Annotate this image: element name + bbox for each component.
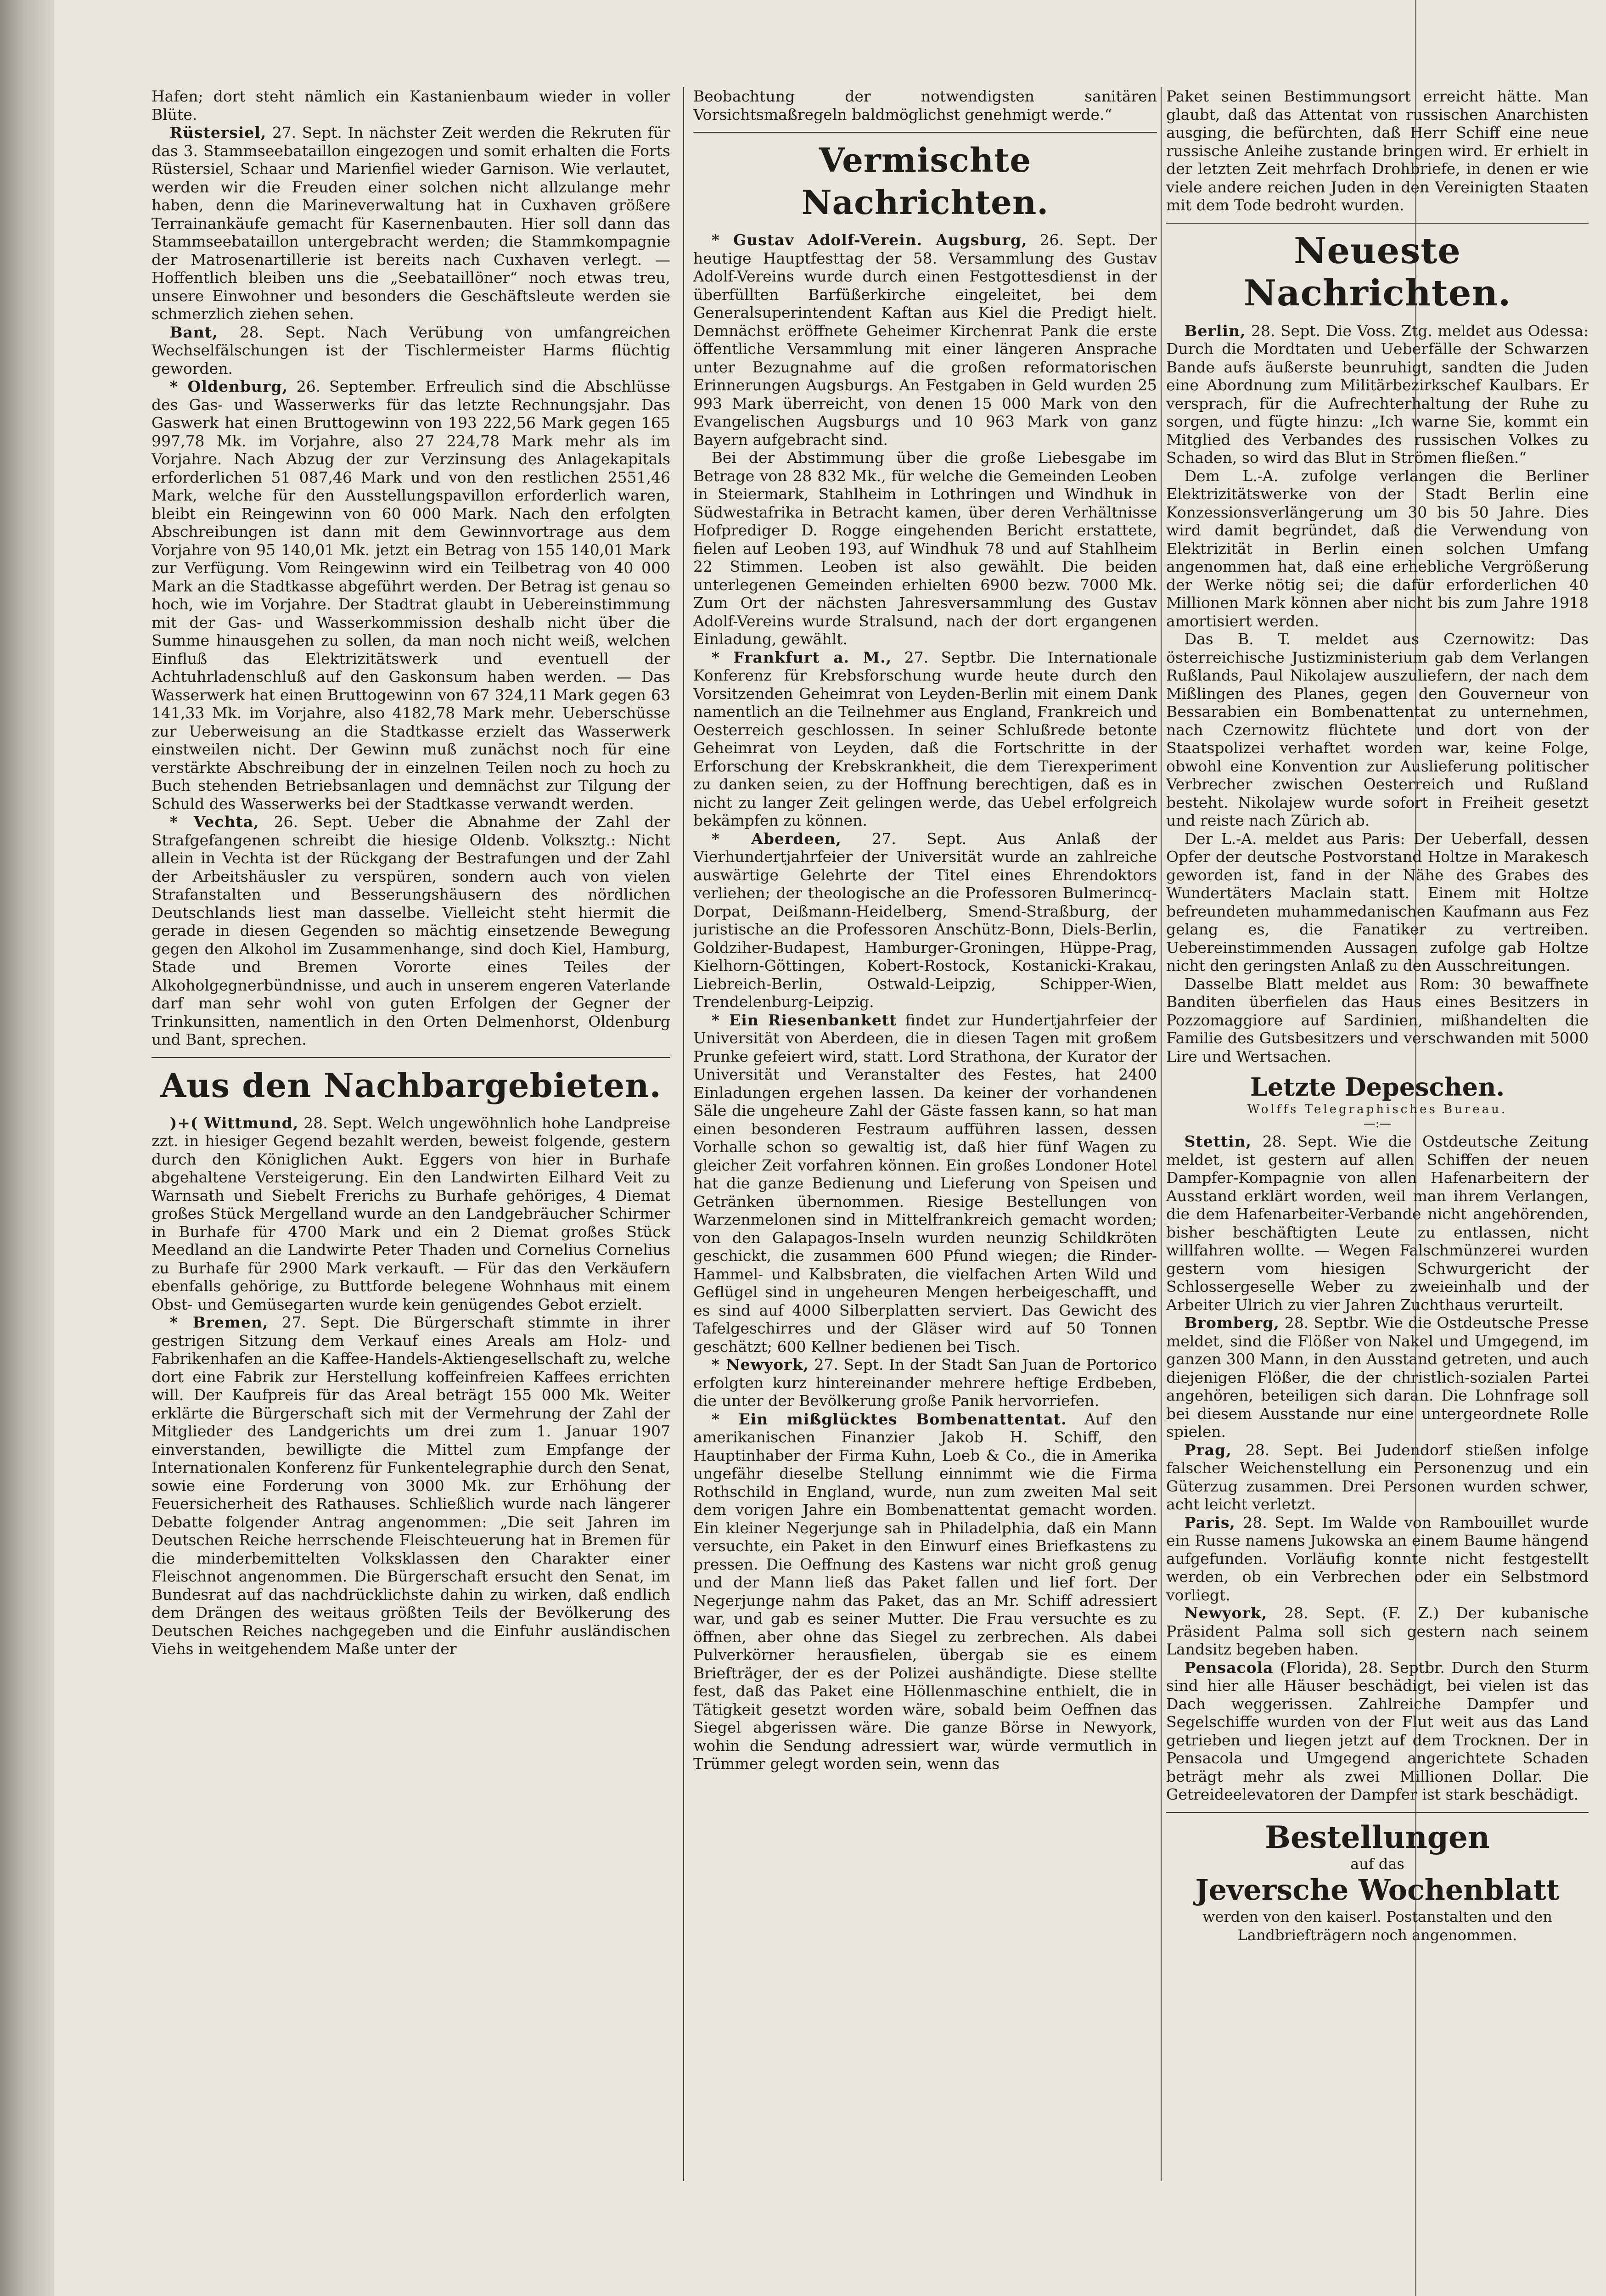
article-text: 28. Sept. Im Walde von Rambouillet wurde ein Russe namens Jukowska an einem Baume hängend aufgefunden. Vorläufig konnte nicht festgestellt werden, ob ein Verbrechen oder ein Selbstmord vorliegt.	[1166, 1513, 1589, 1604]
article-text: 27. Septbr. Die Internationale Konferenz für Krebsforschung wurde heute durch den Vorsitzenden Geheimrat von Leyden-Berlin mit einem Dank namentlich an die Teilnehmer aus England, Frankreich und Oesterreich geschlossen. In seiner Schlußrede betonte Geheimrat von Leyden, daß die Fortschritte in der Erforschung der Krebskrankheit, die dem Tierexperiment zu danken seien, zu der Hoffnung berechtigen, daß es in nicht zu langer Zeit gelingen werde, das Uebel erfolgreich bekämpfen zu können.	[693, 648, 1157, 829]
article-rustersiel	[152, 124, 670, 323]
separator-mark: —:—	[1363, 1117, 1392, 1131]
dateline: * Ein Riesenbankett	[711, 1011, 897, 1029]
article-text: 28. Sept. Bei Judendorf stießen infolge falscher Weichenstellung ein Personenzug und ein Güterzug zusammen. Drei Personen wurden schwer, acht leicht verletzt.	[1166, 1441, 1589, 1513]
article-text: 26. Sept. Der heutige Hauptfesttag der 58. Versammlung des Gustav Adolf-Vereins wurde durch einen Festgottesdienst in der überfüllten Barfüßerkirche eingeleitet, bei dem Generalsuperintendent Kaftan aus Kiel die Predigt hielt. Demnächst eröffnete Geheimer Kirchenrat Pank die erste öffentliche Versammlung mit einer längeren Ansprache unter Bezugnahme auf die großen reformatorischen Erinnerungen Augsburgs. An Festgaben in Geld wurden 25 993 Mark überreicht, von denen 15 000 Mark von den Evangelischen Augsburgs und 10 963 Mark von ganz Bayern aufgebracht sind.	[693, 231, 1157, 449]
article-bremen	[152, 1313, 670, 1658]
newspaper-name: Jeversche Wochenblatt	[1195, 1873, 1560, 1907]
dateline: * Bremen,	[169, 1313, 269, 1331]
article-text: 28. Sept. Wie die Ostdeutsche Zeitung meldet, ist gestern auf allen Schiffen der neuen Dampfer-Kompagnie von allen Hafenarbeitern der Ausstand erklärt worden, weil man ihrem Verlangen, die dem Hafenarbeiter-Verbande nicht angehörenden, bisher beschäftigten Leute zu entlassen, nicht willfahren wollte. — Wegen Falschmünzerei wurden gestern vom hiesigen Schwurgericht der Schlossergeselle Weber zu zweieinhalb und der Arbeiter Ulrich zu vier Jahren Zuchthaus verurteilt.	[1166, 1132, 1589, 1314]
subscription-notice-text: auf das	[1350, 1855, 1404, 1873]
article-text: 28. Septbr. Wie die Ostdeutsche Presse meldet, sind die Flößer von Nakel und Umgegend, im ganzen 300 Mann, in den Ausstand getreten, und auch diejenigen Flößer, die der christlich-sozialen Partei angehören, beteiligen sich daran. Die Lohnfrage soll bei diesem Ausstande nur eine untergeordnete Rolle spielen.	[1166, 1314, 1589, 1441]
article-aberdeen	[693, 830, 1157, 1011]
dateline: Bromberg,	[1184, 1314, 1280, 1332]
article-text: Paket seinen Bestimmungsort erreicht hätte. Man glaubt, daß das Attentat von russischen Anarchisten ausging, die befürchten, daß Herr Schiff eine neue russische Anleihe zustande bringen wird. Er erhielt in der letzten Zeit mehrfach Drohbriefe, in denen er wie viele andere reichen Juden in den Vereinigten Staaten mit dem Tode bedroht wurden.	[1166, 87, 1589, 214]
article-text: Beobachtung der notwendigsten sanitären Vorsichtsmaßregeln baldmöglichst genehmigt werde.“	[693, 87, 1157, 124]
section-heading: Vermischte Nachrichten.	[801, 141, 1049, 222]
section-divider	[1166, 223, 1589, 224]
article-berlin	[1166, 322, 1589, 467]
article-riesenbankett	[693, 1011, 1157, 1356]
article-text: Auf den amerikanischen Finanzier Jakob H. Schiff, den Hauptinhaber der Firma Kuhn, Loeb & Co., die in Amerika ungefähr dieselbe Stellung einnimmt wie die Firma Rothschild in England, wurde, nun zum zweiten Mal seit dem vorigen Jahre ein Bombenattentat gemacht worden. Ein kleiner Negerjunge sah in Philadelphia, daß ein Mann versuchte, ein Paket in den Einwurf eines Briefkastens zu pressen. Die Oeffnung des Kastens war nicht groß genug und der Mann ließ das Paket fallen und lief fort. Der Negerjunge nahm das Paket, das an Mr. Schiff adressiert war, und gab es seiner Mutter. Die Frau versuchte es zu öffnen, aber ohne das Siegel zu zerbrechen. Als dabei Pulverkörner herausfielen, übergab sie es einem Briefträger, der es der Polizei aushändigte. Diese stellte fest, daß das Paket eine Höllenmaschine enthielt, die in Tätigkeit gesetzt worden wäre, sobald beim Oeffnen das Siegel abgerissen wäre. Die ganze Börse in Newyork, wohin die Sendung adressiert war, würde vermutlich in Trümmer gelegt worden sein, wenn das	[693, 1410, 1157, 1773]
subscription-notice-text: werden von den kaiserl. Postanstalten und den Landbriefträgern noch angenommen.	[1202, 1908, 1552, 1944]
article-text: 28. Sept. Welch ungewöhnlich hohe Landpreise zzt. in hiesiger Gegend bezahlt werden, beweist folgende, gestern durch den Königlichen Aukt. Eggers von hier in Burhafe abgehaltene Versteigerung. Ein den Landwirten Eilhard Veit zu Warnsath und Siebelt Frerichs zu Burhafe gehöriges, 4 Diemat großes Stück Mergelland wurde an den Landgebräucher Schirmer in Burhafe für 4700 Mark und ein 2 Diemat großes Stück Meedland an die Landwirte Peter Thaden und Cornelius Cornelius zu Burhafe für 2900 Mark verkauft. — Für das den Verkäufern ebenfalls gehörige, zu Buttforde belegene Wohnhaus mit einem Obst- und Gemüsegarten wurde kein genügendes Gebot erzielt.	[152, 1114, 670, 1313]
column-3	[1166, 87, 1589, 2172]
article-augsburg	[693, 231, 1157, 449]
section-divider	[693, 132, 1157, 133]
article-text: 28. Sept. (F. Z.) Der kubanische Präsident Palma soll sich gestern nach seinem Landsitz begeben haben.	[1166, 1604, 1589, 1658]
article-paris	[1166, 1514, 1589, 1604]
section-heading: Aus den Nachbargebieten.	[160, 1065, 662, 1105]
column-2	[693, 87, 1157, 2181]
article-text: Hafen; dort steht nämlich ein Kastanienbaum wieder in voller Blüte.	[152, 87, 670, 124]
article-bromberg	[1166, 1314, 1589, 1441]
dateline: Paris,	[1184, 1513, 1235, 1531]
article-stettin	[1166, 1132, 1589, 1314]
column-rule-2	[1161, 87, 1162, 2181]
article-text: 27. Sept. Die Bürgerschaft stimmte in ihrer gestrigen Sitzung dem Verkauf eines Areals am Holz- und Fabrikenhafen an die Kaffee-Handels-Aktiengesellschaft zu, welche dort eine Fabrik zur Herstellung koffeinfreien Kaffees errichten will. Der Kaufpreis für das Areal beträgt 155 000 Mk. Weiter erklärte die Bürgerschaft sich mit der Vermehrung der Zahl der Mitglieder des Landgerichts um drei zum 1. Januar 1907 einverstanden, bewilligte die Mittel zum Empfange der Internationalen Konferenz für Funkentelegraphie durch den Senat, sowie eine Forderung von 3000 Mk. zur Erhöhung der Feuersicherheit des Rathauses. Schließlich wurde nach längerer Debatte folgender Antrag angenommen: „Die seit Jahren im Deutschen Reiche herrschende Fleischteuerung hat in Bremen für die minderbemittelten Volksklassen den Charakter einer Fleischnot angenommen. Die Bürgerschaft ersucht den Senat, im Bundesrat auf das nachdrücklichste dahin zu wirken, daß endlich dem Drängen des weitaus größten Teils der Bevölkerung des Deutschen Reiches nachgegeben und die Einfuhr ausländischen Viehs in weitgehendem Maße unter der	[152, 1313, 670, 1658]
subsection-heading: Letzte Depeschen.	[1250, 1072, 1505, 1102]
dateline: Stettin,	[1184, 1132, 1252, 1150]
section-divider	[152, 1057, 670, 1058]
article-text: 28. Sept. Die Voss. Ztg. meldet aus Odessa: Durch die Mordtaten und Ueberfälle der Schwarzen Bande aufs äußerste beunruhigt, sandten die Juden eine Abordnung zum Militärbezirkschef Kaulbars. Er versprach, für die Aufrechterhaltung der Ruhe zu sorgen, und fügte hinzu: „Ich warne Sie, kommt ein Mitglied des Verbandes des russischen Volkes zu Schaden, so wird das Blut in Strömen fließen.“	[1166, 321, 1589, 467]
article-prag	[1166, 1441, 1589, 1514]
section-divider	[1166, 1812, 1589, 1813]
article-text: (Florida), 28. Septbr. Durch den Sturm sind hier alle Häuser beschädigt, bei vielen ist das Dach weggerissen. Zahlreiche Dampfer und Segelschiffe wurden von der Flut weit aus das Land getrieben und liegen jetzt auf dem Trocknen. Der in Pensacola und Umgegend angerichtete Schaden beträgt mehr als zwei Millionen Dollar. Die Getreideelevatoren der Dampfer ist stark beschädigt.	[1166, 1658, 1589, 1803]
dateline: * Vechta,	[169, 813, 259, 831]
subscription-notice-title: Bestellungen	[1265, 1819, 1490, 1855]
column-1	[152, 87, 670, 2250]
article-text: Dem L.-A. zufolge verlangen die Berliner Elektrizitätswerke von der Stadt Berlin eine Konzessionsverlängerung um 30 bis 50 Jahre. Dies wird damit begründet, daß die Verwendung von Elektrizität in Berlin einen solchen Umfang angenommen hat, daß eine erhebliche Vergrößerung der Werke nötig sei; die dafür erforderlichen 40 Millionen Mark können aber nicht bis zum Jahre 1918 amortisiert werden.	[1166, 467, 1589, 630]
dateline: * Ein mißglücktes Bombenattentat.	[711, 1410, 1067, 1428]
article-frankfurt	[693, 648, 1157, 830]
article-text: 27. Sept. In nächster Zeit werden die Rekruten für das 3. Stammseebataillon eingezogen und somit erhalten die Forts Rüstersiel, Schaar und Marienfiel wieder Garnison. Wie verlautet, werden wir die Freuden einer solchen nicht allzulange mehr haben, denn die Marineverwaltung hat in Cuxhaven größere Terrainankäufe gemacht für Kasernenbauten. Hier soll dann das Stammseebataillon untergebracht werden; die Stammkompagnie der Matrosenartillerie ist bereits nach Cuxhaven verlegt. — Hoffentlich bleiben uns die „Seebataillöner“ noch etwas treu, unsere Einwohner und besonders die Geschäftsleute werden sie schmerzlich ziehen sehen.	[152, 124, 670, 323]
dateline: Pensacola	[1184, 1658, 1274, 1677]
dateline: * Frankfurt a. M.,	[711, 648, 892, 666]
article-text: Bei der Abstimmung über die große Liebesgabe im Betrage von 28 832 Mk., für welche die Gemeinden Leoben in Steiermark, Stahlheim in Lothringen und Windhuk in Südwestafrika in Betracht kamen, über deren Verhältnisse Hofprediger D. Rogge eingehenden Bericht erstattete, fielen auf Leoben 193, auf Windhuk 78 und auf Stahlheim 22 Stimmen. Leoben ist also gewählt. Die beiden unterlegenen Gemeinden erhielten 6900 bezw. 7000 Mk. Zum Ort der nächsten Jahresversammlung des Gustav Adolf-Vereins wurde Stralsund, nach der dort ergangenen Einladung, gewählt.	[693, 449, 1157, 648]
article-vechta	[152, 813, 670, 1049]
section-heading: Neueste Nachrichten.	[1243, 230, 1511, 314]
column-rule-1	[683, 87, 684, 2181]
article-text: 26. September. Erfreulich sind die Abschlüsse des Gas- und Wasserwerks für das letzte Rechnungsjahr. Das Gaswerk hat einen Bruttogewinn von 193 222,56 Mark gegen 165 997,78 Mk. im Vorjahre, also 27 224,78 Mark mehr als im Vorjahre. Nach Abzug der zur Verzinsung des Anlagekapitals erforderlichen 51 087,46 Mark und von den restlichen 2551,46 Mark, welche für den Ausstellungspavillon erforderlich waren, bleibt ein Reingewinn von 60 000 Mark. Nach den erfolgten Abschreibungen ist dann mit dem Gewinnvortrage aus dem Vorjahre von 95 140,01 Mk. jetzt ein Betrag von 155 140,01 Mark zur Verfügung. Vom Reingewinn wird ein Teilbetrag von 40 000 Mark an die Stadtkasse abgeführt werden. Der Betrag ist genau so hoch, wie im Vorjahre. Der Stadtrat glaubt in Uebereinstimmung mit der Gas- und Wasserkommission deshalb nicht über die Summe hinausgehen zu sollen, da man noch nicht weiß, welchen Einfluß das Elektrizitätswerk und eventuell der Achtuhrladenschluß auf den Gaskonsum haben werden. — Das Wasserwerk hat einen Bruttogewinn von 67 324,11 Mark gegen 63 141,33 Mk. im Vorjahre, also 4182,78 Mark mehr. Ueberschüsse zur Ueberweisung an die Stadtkasse erzielt das Wasserwerk einstweilen nicht. Der Gewinn muß zunächst noch für eine verstärkte Abschreibung der in einzelnen Teilen noch zu hoch zu Buch stehenden Betriebsanlagen und demnächst zur Tilgung der Schuld des Wasserwerks bei der Stadtkasse verwandt werden.	[152, 377, 670, 813]
dateline: Bant,	[169, 323, 218, 341]
dateline: * Oldenburg,	[169, 377, 288, 395]
article-text: 26. Sept. Ueber die Abnahme der Zahl der Strafgefangenen schreibt die hiesige Oldenb. Volksztg.: Nicht allein in Vechta ist der Rückgang der Bestrafungen und der Zahl der Arbeitshäusler zu verspüren, sondern auch von vielen Strafanstalten und Besserungshäusern des nördlichen Deutschlands liest man dasselbe. Vielleicht steht hiermit die gerade in diesen Gegenden so mächtig einsetzende Bewegung gegen den Alkohol im Zusammenhange, sind doch Kiel, Hamburg, Stade und Bremen Vororte eines Teiles der Alkoholgegnerbündnisse, und auch in unserem engeren Vaterlande darf man sehr wohl von guten Erfolgen der Gegner der Trinkunsitten, namentlich in den Orten Delmenhorst, Oldenburg und Bant, sprechen.	[152, 813, 670, 1048]
subsection-source: Wolffs Telegraphisches Bureau.	[1247, 1103, 1508, 1116]
article-text: findet zur Hundertjahrfeier der Universität von Aberdeen, die in diesen Tagen mit großem Prunke gefeiert wird, statt. Lord Strathona, der Kurator der Universität und Veranstalter des Festes, hat 2400 Einladungen ergehen lassen. Da keiner der vorhandenen Säle die ungeheure Zahl der Gäste fassen kann, so hat man einen besonderen Festraum aufführen lassen, dessen Vorhalle schon so gewaltig ist, daß hier fünf Wagen zu gleicher Zeit vorfahren können. Ein großes Londoner Hotel hat die ganze Bedienung und Lieferung von Speisen und Getränken übernommen. Riesige Bestellungen von Warzenmelonen sind in Mittelfrankreich gemacht worden; von den Galapagos-Inseln wurden neunzig Schildkröten geschickt, die zusammen 600 Pfund wiegen; die Rinder-Hammel- und Kalbsbraten, die vielfachen Arten Wild und Geflügel sind in ungeheuren Mengen herbeigeschafft, und es sind auf 4000 Silberplatten serviert. Das Gewicht des Tafelgeschirres und der Gläser wird auf 50 Tonnen geschätzt; 600 Kellner bedienen bei Tisch.	[693, 1011, 1157, 1356]
article-text: Das B. T. meldet aus Czernowitz: Das österreichische Justizministerium gab dem Verlangen Rußlands, Paul Nikolajew auszuliefern, der nach dem Mißlingen des Planes, gegen den Gouverneur von Bessarabien ein Bombenattentat zu unternehmen, nach Czernowitz flüchtete und dort von der Staatspolizei verhaftet worden war, keine Folge, obwohl eine Konvention zur Auslieferung politischer Verbrecher zwischen Oesterreich und Rußland besteht. Nikolajew wurde sofort in Freiheit gesetzt und reiste nach Zürich ab.	[1166, 630, 1589, 829]
dateline: Berlin,	[1184, 321, 1246, 340]
dateline: Rüstersiel,	[169, 124, 267, 141]
article-wittmund	[152, 1114, 670, 1314]
article-bombenattentat	[693, 1410, 1157, 1773]
dateline: * Aberdeen,	[711, 829, 842, 848]
article-text: 28. Sept. Nach Verübung von umfangreichen Wechselfälschungen ist der Tischlermeister Harms flüchtig geworden.	[152, 323, 670, 377]
article-text: 27. Sept. In der Stadt San Juan de Portorico erfolgten kurz hintereinander mehrere heftige Erdbeben, die unter der Bevölkerung große Panik hervorriefen.	[693, 1356, 1157, 1410]
dateline: Prag,	[1184, 1441, 1232, 1459]
article-pensacola	[1166, 1659, 1589, 1804]
article-oldenburg	[152, 377, 670, 813]
article-text: Dasselbe Blatt meldet aus Rom: 30 bewaffnete Banditen überfielen das Haus eines Besitzers in Pozzomaggiore auf Sardinien, mißhandelten die Familie des Gutsbesitzers und verschwanden mit 5000 Lire und Wertsachen.	[1166, 974, 1589, 1065]
article-newyork	[693, 1356, 1157, 1410]
article-newyork	[1166, 1604, 1589, 1659]
dateline: )+( Wittmund,	[169, 1114, 299, 1132]
dateline: Newyork,	[1184, 1604, 1268, 1622]
dateline: * Newyork,	[711, 1356, 809, 1373]
dateline: * Gustav Adolf-Verein. Augsburg,	[711, 231, 1028, 249]
binding-edge	[0, 0, 54, 2296]
article-bant	[152, 323, 670, 378]
article-text: Der L.-A. meldet aus Paris: Der Ueberfall, dessen Opfer der deutsche Postvorstand Holtze in Marakesch geworden ist, fand in der Nähe des Grabes des Wundertäters Maclain statt. Einem mit Holtze befreundeten muhammedanischen Kaufmann aus Fez gelang es, die Fanatiker zu vertreiben. Uebereinstimmenden Aussagen zufolge gab Holtze nicht den geringsten Anlaß zu den Ausschreitungen.	[1166, 829, 1589, 974]
article-text: 27. Sept. Aus Anlaß der Vierhundertjahrfeier der Universität wurde an zahlreiche auswärtige Gelehrte der Titel eines Ehrendoktors verliehen; der theologische an die Professoren Bulmerincq-Dorpat, Deißmann-Heidelberg, Smend-Straßburg, der juristische an die Professoren Anschütz-Bonn, Diels-Berlin, Goldziher-Budapest, Hamburger-Groningen, Hüppe-Prag, Kielhorn-Göttingen, Kobert-Rostock, Kostanicki-Krakau, Liebreich-Berlin, Ostwald-Leipzig, Schipper-Wien, Trendelenburg-Leipzig.	[693, 829, 1157, 1011]
